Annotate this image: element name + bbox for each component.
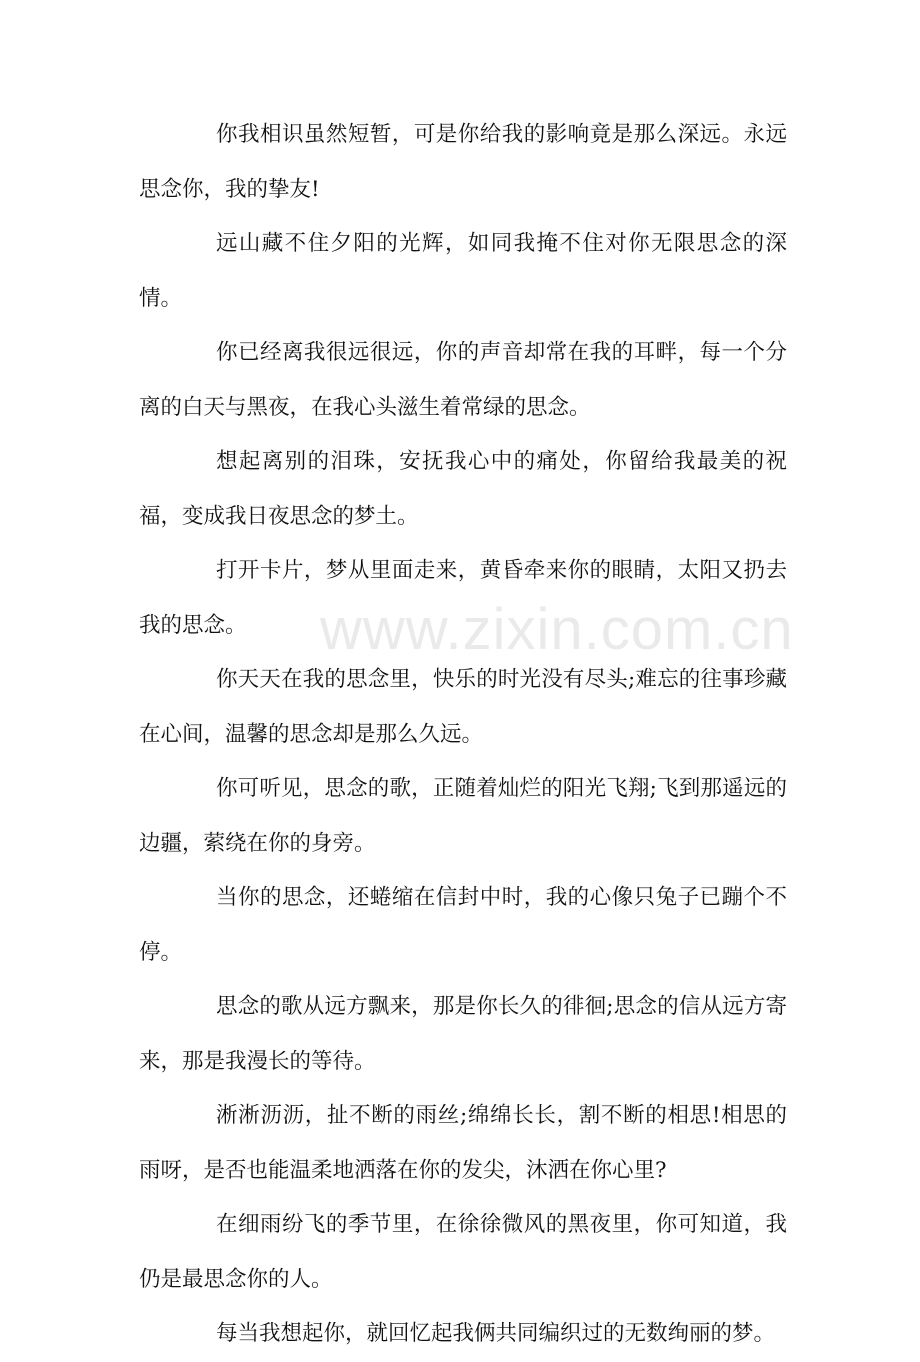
paragraph: 思念的歌从远方飘来，那是你长久的徘徊;思念的信从远方寄来，那是我漫长的等待。 xyxy=(139,994,787,1074)
paragraph: 想起离别的泪珠，安抚我心中的痛处，你留给我最美的祝福，变成我日夜思念的梦土。 xyxy=(139,449,787,529)
paragraph: 当你的思念，还蜷缩在信封中时，我的心像只兔子已蹦个不停。 xyxy=(139,885,787,965)
paragraph: 你可听见，思念的歌，正随着灿烂的阳光飞翔;飞到那遥远的边疆，萦绕在你的身旁。 xyxy=(139,776,787,856)
paragraph: 淅淅沥沥，扯不断的雨丝;绵绵长长，割不断的相思!相思的雨呀，是否也能温柔地洒落在你的发尖，沐洒在你心里? xyxy=(139,1103,787,1183)
paragraph: 你天天在我的思念里，快乐的时光没有尽头;难忘的往事珍藏在心间，温馨的思念却是那么久远。 xyxy=(139,667,787,747)
paragraph: 每当我想起你，就回忆起我俩共同编织过的无数绚丽的梦。 xyxy=(216,1321,776,1346)
paragraph: 你我相识虽然短暂，可是你给我的影响竟是那么深远。永远思念你，我的挚友! xyxy=(139,122,787,202)
watermark: www.zixin.com.cn xyxy=(320,597,794,662)
paragraph: 在细雨纷飞的季节里，在徐徐微风的黑夜里，你可知道，我仍是最思念你的人。 xyxy=(139,1212,787,1292)
paragraph: 打开卡片，梦从里面走来，黄昏牵来你的眼睛，太阳又扔去我的思念。 xyxy=(139,558,787,638)
document-body xyxy=(139,108,787,1362)
paragraph: 远山藏不住夕阳的光辉，如同我掩不住对你无限思念的深情。 xyxy=(139,231,787,311)
paragraph: 你已经离我很远很远，你的声音却常在我的耳畔，每一个分离的白天与黑夜，在我心头滋生着常绿的思念。 xyxy=(139,340,787,420)
